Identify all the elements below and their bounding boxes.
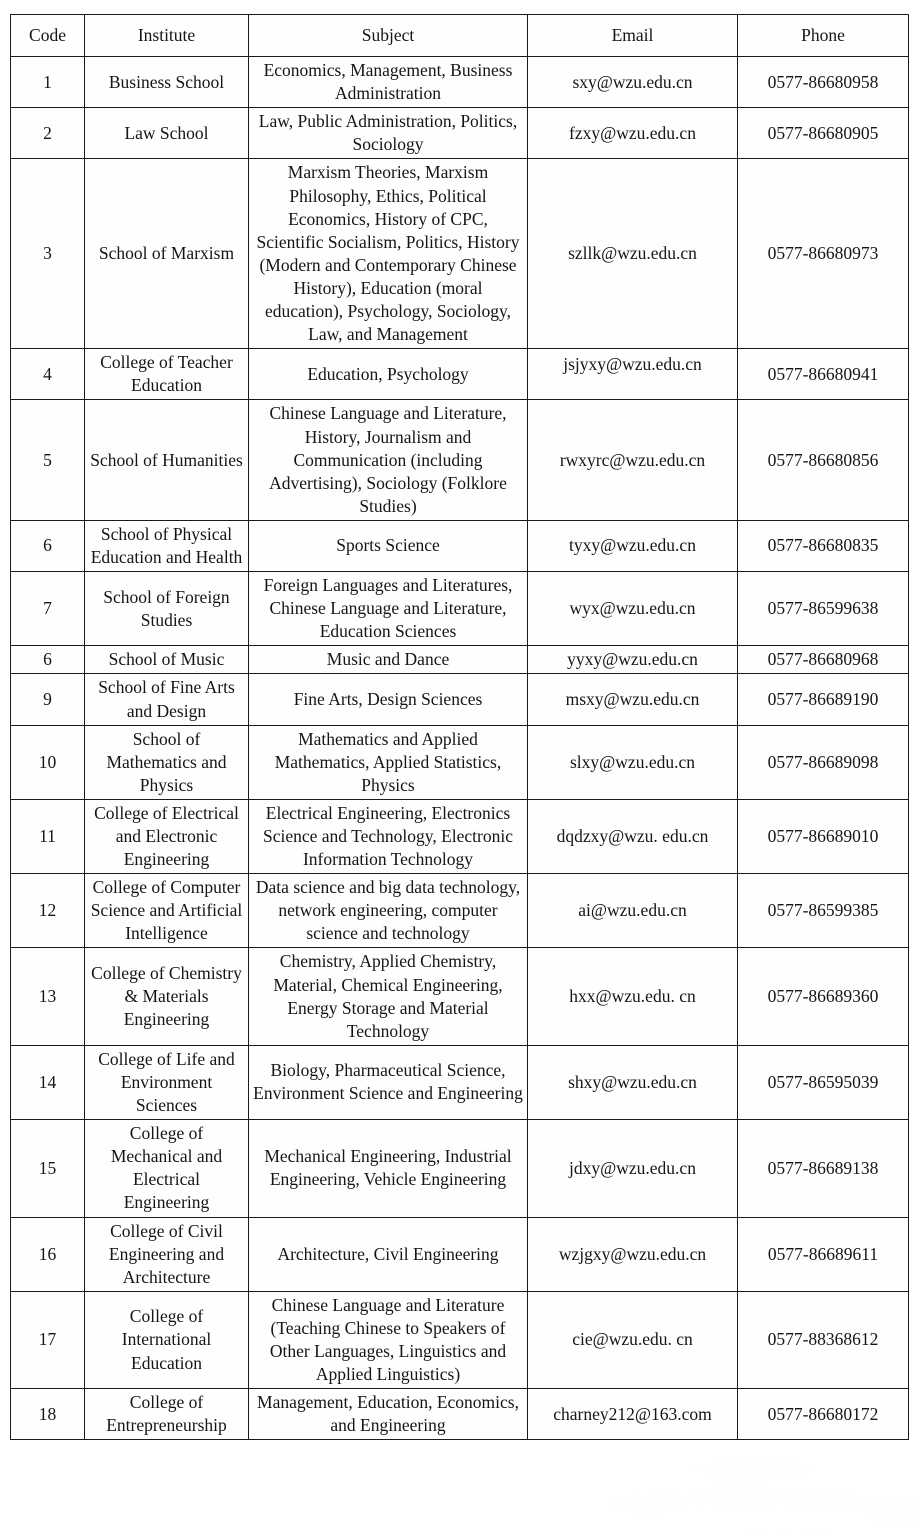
header-code: Code bbox=[11, 15, 85, 57]
cell-email: wyx@wzu.edu.cn bbox=[528, 572, 738, 646]
cell-institute: College of Electrical and Electronic Engineering bbox=[85, 799, 249, 873]
cell-subject: Data science and big data technology, network engineering, computer science and technology bbox=[249, 874, 528, 948]
cell-institute: School of Marxism bbox=[85, 159, 249, 349]
cell-code: 14 bbox=[11, 1045, 85, 1119]
cell-code: 2 bbox=[11, 108, 85, 159]
table-row bbox=[11, 948, 909, 1045]
cell-institute: School of Fine Arts and Design bbox=[85, 674, 249, 725]
cell-code: 9 bbox=[11, 674, 85, 725]
cell-code: 6 bbox=[11, 520, 85, 571]
cell-subject: Mathematics and Applied Mathematics, Applied Statistics, Physics bbox=[249, 725, 528, 799]
cell-email: slxy@wzu.edu.cn bbox=[528, 725, 738, 799]
cell-institute: School of Mathematics and Physics bbox=[85, 725, 249, 799]
cell-code: 11 bbox=[11, 799, 85, 873]
cell-code: 4 bbox=[11, 349, 85, 400]
cell-email: rwxyrc@wzu.edu.cn bbox=[528, 400, 738, 520]
cell-email: dqdzxy@wzu. edu.cn bbox=[528, 799, 738, 873]
cell-code: 3 bbox=[11, 159, 85, 349]
cell-phone: 0577-86599638 bbox=[738, 572, 909, 646]
table-row bbox=[11, 400, 909, 520]
cell-phone: 0577-86680835 bbox=[738, 520, 909, 571]
table-row bbox=[11, 674, 909, 725]
cell-email: fzxy@wzu.edu.cn bbox=[528, 108, 738, 159]
cell-institute: Business School bbox=[85, 57, 249, 108]
header-phone: Phone bbox=[738, 15, 909, 57]
cell-phone: 0577-86689098 bbox=[738, 725, 909, 799]
cell-code: 13 bbox=[11, 948, 85, 1045]
cell-institute: College of Chemistry & Materials Engineering bbox=[85, 948, 249, 1045]
table-row bbox=[11, 874, 909, 948]
header-institute: Institute bbox=[85, 15, 249, 57]
cell-email: szllk@wzu.edu.cn bbox=[528, 159, 738, 349]
header-subject: Subject bbox=[249, 15, 528, 57]
table-body bbox=[11, 57, 909, 1440]
cell-email: jdxy@wzu.edu.cn bbox=[528, 1120, 738, 1217]
cell-phone: 0577-86680172 bbox=[738, 1389, 909, 1440]
cell-subject: Law, Public Administration, Politics, Sociology bbox=[249, 108, 528, 159]
cell-institute: School of Music bbox=[85, 646, 249, 674]
table-row bbox=[11, 725, 909, 799]
cell-email: wzjgxy@wzu.edu.cn bbox=[528, 1217, 738, 1291]
table-row bbox=[11, 1120, 909, 1217]
cell-email: shxy@wzu.edu.cn bbox=[528, 1045, 738, 1119]
cell-code: 1 bbox=[11, 57, 85, 108]
table-row bbox=[11, 159, 909, 349]
cell-subject: Foreign Languages and Literatures, Chinese Language and Literature, Education Sciences bbox=[249, 572, 528, 646]
table-row bbox=[11, 1045, 909, 1119]
cell-code: 16 bbox=[11, 1217, 85, 1291]
header-email: Email bbox=[528, 15, 738, 57]
cell-phone: 0577-86680973 bbox=[738, 159, 909, 349]
cell-subject: Chinese Language and Literature (Teaching Chinese to Speakers of Other Languages, Linguistics and Applied Linguistics) bbox=[249, 1291, 528, 1388]
cell-institute: College of Entrepreneurship bbox=[85, 1389, 249, 1440]
cell-phone: 0577-86680968 bbox=[738, 646, 909, 674]
cell-phone: 0577-86595039 bbox=[738, 1045, 909, 1119]
cell-phone: 0577-86689010 bbox=[738, 799, 909, 873]
cell-subject: Management, Education, Economics, and Engineering bbox=[249, 1389, 528, 1440]
cell-phone: 0577-86680941 bbox=[738, 349, 909, 400]
cell-institute: College of Teacher Education bbox=[85, 349, 249, 400]
cell-email: yyxy@wzu.edu.cn bbox=[528, 646, 738, 674]
cell-phone: 0577-86680958 bbox=[738, 57, 909, 108]
cell-subject: Education, Psychology bbox=[249, 349, 528, 400]
cell-phone: 0577-86599385 bbox=[738, 874, 909, 948]
cell-email: tyxy@wzu.edu.cn bbox=[528, 520, 738, 571]
cell-code: 12 bbox=[11, 874, 85, 948]
cell-institute: School of Humanities bbox=[85, 400, 249, 520]
watermark-overlay bbox=[590, 1436, 920, 1532]
table-row bbox=[11, 349, 909, 400]
cell-code: 18 bbox=[11, 1389, 85, 1440]
cell-email: jsjyxy@wzu.edu.cn bbox=[528, 349, 738, 400]
cell-email: sxy@wzu.edu.cn bbox=[528, 57, 738, 108]
table-row bbox=[11, 1291, 909, 1388]
cell-phone: 0577-86680856 bbox=[738, 400, 909, 520]
cell-subject: Economics, Management, Business Administration bbox=[249, 57, 528, 108]
cell-phone: 0577-86689360 bbox=[738, 948, 909, 1045]
cell-institute: College of Computer Science and Artificial Intelligence bbox=[85, 874, 249, 948]
table-row bbox=[11, 57, 909, 108]
cell-phone: 0577-86689611 bbox=[738, 1217, 909, 1291]
table-row bbox=[11, 799, 909, 873]
cell-institute: College of International Education bbox=[85, 1291, 249, 1388]
cell-subject: Music and Dance bbox=[249, 646, 528, 674]
table-row bbox=[11, 646, 909, 674]
cell-email: msxy@wzu.edu.cn bbox=[528, 674, 738, 725]
cell-code: 17 bbox=[11, 1291, 85, 1388]
header-row bbox=[11, 15, 909, 57]
cell-subject: Electrical Engineering, Electronics Science and Technology, Electronic Information Technology bbox=[249, 799, 528, 873]
cell-email: cie@wzu.edu. cn bbox=[528, 1291, 738, 1388]
cell-institute: School of Foreign Studies bbox=[85, 572, 249, 646]
cell-institute: College of Mechanical and Electrical Engineering bbox=[85, 1120, 249, 1217]
scanned-document-page bbox=[0, 14, 920, 1532]
cell-institute: College of Civil Engineering and Architecture bbox=[85, 1217, 249, 1291]
cell-email: hxx@wzu.edu. cn bbox=[528, 948, 738, 1045]
cell-subject: Chemistry, Applied Chemistry, Material, Chemical Engineering, Energy Storage and Material Technology bbox=[249, 948, 528, 1045]
cell-phone: 0577-88368612 bbox=[738, 1291, 909, 1388]
cell-institute: College of Life and Environment Sciences bbox=[85, 1045, 249, 1119]
cell-subject: Fine Arts, Design Sciences bbox=[249, 674, 528, 725]
cell-institute: Law School bbox=[85, 108, 249, 159]
cell-code: 6 bbox=[11, 646, 85, 674]
cell-code: 5 bbox=[11, 400, 85, 520]
cell-code: 15 bbox=[11, 1120, 85, 1217]
table-row bbox=[11, 572, 909, 646]
table-row bbox=[11, 108, 909, 159]
cell-subject: Sports Science bbox=[249, 520, 528, 571]
cell-subject: Chinese Language and Literature, History, Journalism and Communication (including Advertising), Sociology (Folklore Studies) bbox=[249, 400, 528, 520]
cell-email: charney212@163.com bbox=[528, 1389, 738, 1440]
cell-phone: 0577-86680905 bbox=[738, 108, 909, 159]
table-header bbox=[11, 15, 909, 57]
cell-subject: Marxism Theories, Marxism Philosophy, Ethics, Political Economics, History of CPC, Scientific Socialism, Politics, History (Modern and Contemporary Chinese History), Education (moral education), Psychology, Sociology, Law, and Management bbox=[249, 159, 528, 349]
cell-phone: 0577-86689138 bbox=[738, 1120, 909, 1217]
cell-email: ai@wzu.edu.cn bbox=[528, 874, 738, 948]
table-row bbox=[11, 1217, 909, 1291]
table-row bbox=[11, 1389, 909, 1440]
cell-code: 10 bbox=[11, 725, 85, 799]
cell-subject: Biology, Pharmaceutical Science, Environment Science and Engineering bbox=[249, 1045, 528, 1119]
cell-code: 7 bbox=[11, 572, 85, 646]
cell-institute: School of Physical Education and Health bbox=[85, 520, 249, 571]
cell-subject: Architecture, Civil Engineering bbox=[249, 1217, 528, 1291]
table-row bbox=[11, 520, 909, 571]
cell-phone: 0577-86689190 bbox=[738, 674, 909, 725]
cell-subject: Mechanical Engineering, Industrial Engineering, Vehicle Engineering bbox=[249, 1120, 528, 1217]
institute-directory-table bbox=[10, 14, 909, 1440]
